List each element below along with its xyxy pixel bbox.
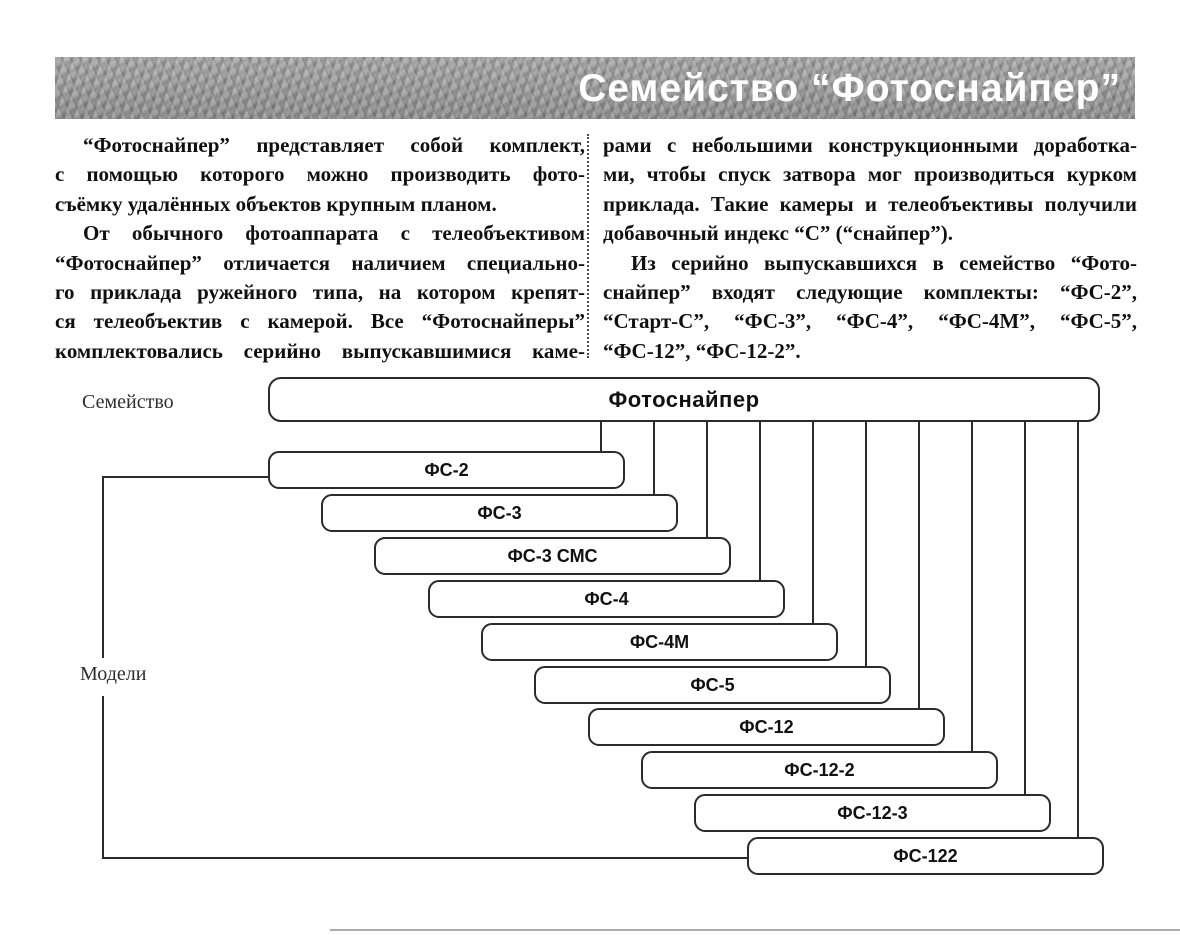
diagram-node-model: ФС-122 (747, 837, 1104, 875)
diagram-node-model: ФС-3 СМС (374, 537, 731, 575)
connector-line (653, 421, 655, 494)
diagram-node-model: ФС-5 (534, 666, 891, 704)
bracket-line (102, 476, 268, 478)
connector-line (706, 421, 708, 537)
text-column-left (55, 131, 585, 366)
page-title: Семейство “Фотоснайпер” (578, 67, 1121, 110)
models-row-label: Модели (80, 663, 147, 685)
diagram-node-model: ФС-2 (268, 451, 625, 489)
bracket-line (102, 857, 747, 859)
text-line: “Старт-С”, “ФС-3”, “ФС-4”, “ФС-4М”, “ФС-5”, (603, 309, 1137, 334)
text-line: комплектовались серийно выпускавшимися каме- (55, 338, 585, 363)
text-column-right (603, 131, 1137, 366)
paragraph (603, 131, 1137, 249)
diagram-node-model: ФС-3 (321, 494, 678, 532)
diagram-node-model: ФС-12 (588, 708, 945, 746)
diagram-node-model: ФС-4 (428, 580, 785, 618)
paragraph (603, 249, 1137, 367)
bracket-line (102, 696, 104, 858)
connector-line (1024, 421, 1026, 794)
text-line: Из серийно выпускавшихся в семейство “Фото- (631, 250, 1137, 275)
diagram-node-root: Фотоснайпер (268, 377, 1100, 422)
connector-line (759, 421, 761, 580)
text-line: с помощью которого можно производить фото- (55, 162, 585, 187)
column-divider (587, 134, 589, 358)
paragraph (55, 219, 585, 366)
text-line: приклада. Такие камеры и телеобъективы получили (603, 191, 1137, 216)
text-line: рами с небольшими конструкционными доработка- (603, 133, 1137, 157)
diagram-node-model: ФС-12-2 (641, 751, 998, 789)
connector-line (865, 421, 867, 666)
text-line: “Фотоснайпер” представляет собой комплект, (83, 133, 585, 157)
header-banner (55, 57, 1135, 119)
diagram-node-model: ФС-4М (481, 623, 838, 661)
bracket-line (102, 476, 104, 658)
text-line: добавочный индекс “С” (“снайпер”). (603, 221, 954, 246)
family-row-label: Семейство (82, 391, 174, 413)
connector-line (918, 421, 920, 708)
connector-line (971, 421, 973, 751)
text-line: “Фотоснайпер” отличается наличием специально- (55, 250, 585, 275)
text-line: го приклада ружейного типа, на котором крепят- (55, 279, 585, 304)
page-edge-line (330, 929, 1180, 931)
connector-line (812, 421, 814, 623)
diagram-node-model: ФС-12-3 (694, 794, 1051, 832)
text-line: съёмку удалённых объектов крупным планом. (55, 191, 497, 216)
connector-line (1077, 421, 1079, 837)
text-line: снайпер” входят следующие комплекты: “ФС-2”, (603, 279, 1137, 304)
connector-line (600, 421, 602, 451)
text-line: “ФС-12”, “ФС-12-2”. (603, 338, 801, 363)
text-line: ся телеобъектив с камерой. Все “Фотоснайперы” (55, 309, 585, 334)
text-line: ми, чтобы спуск затвора мог производиться курком (603, 162, 1137, 187)
text-line: От обычного фотоаппарата с телеобъективом (83, 221, 585, 246)
paragraph (55, 131, 585, 219)
